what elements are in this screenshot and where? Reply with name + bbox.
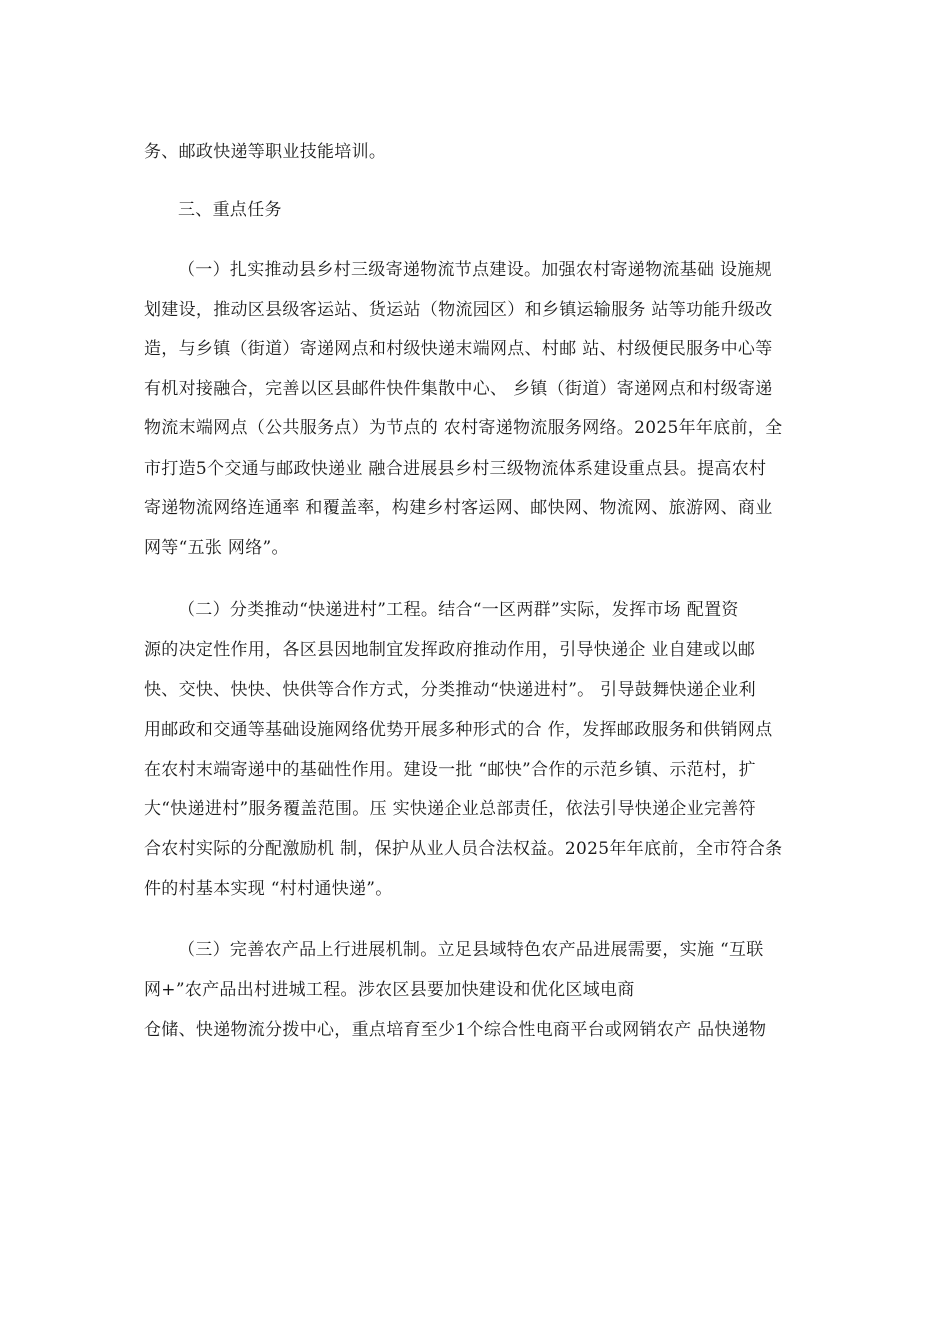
paragraph-3-line: （三）完善农产品上行进展机制。立足县域特色农产品进展需要，实施 “互联	[178, 940, 764, 960]
paragraph-2-line: 用邮政和交通等基础设施网络优势开展多种形式的合 作，发挥邮政服务和供销网点	[144, 720, 773, 740]
paragraph-2-line: 源的决定性作用，各区县因地制宜发挥政府推动作用，引导快递企 业自建或以邮	[144, 640, 756, 660]
paragraph-1-line: （一）扎实推动县乡村三级寄递物流节点建设。加强农村寄递物流基础 设施规	[178, 260, 772, 280]
paragraph-1-line: 物流末端网点（公共服务点）为节点的 农村寄递物流服务网络。2025年年底前，全	[144, 418, 783, 438]
text-line: 务、邮政快递等职业技能培训。	[144, 142, 387, 162]
paragraph-2-line: 大“快递进村”服务覆盖范围。压 实快递企业总部责任，依法引导快递企业完善符	[144, 799, 756, 819]
paragraph-3-line: 网+”农产品出村进城工程。涉农区县要加快建设和优化区域电商	[144, 980, 635, 1000]
paragraph-2-line: 在农村末端寄递中的基础性作用。建设一批 “邮快”合作的示范乡镇、示范村，扩	[144, 760, 756, 780]
paragraph-1-line: 划建设，推动区县级客运站、货运站（物流园区）和乡镇运输服务 站等功能升级改	[144, 300, 773, 320]
paragraph-1-line: 市打造5个交通与邮政快递业 融合进展县乡村三级物流体系建设重点县。提高农村	[144, 459, 767, 479]
paragraph-1-line: 造，与乡镇（街道）寄递网点和村级快递末端网点、村邮 站、村级便民服务中心等	[144, 339, 773, 359]
paragraph-1-line: 寄递物流网络连通率 和覆盖率，构建乡村客运网、邮快网、物流网、旅游网、商业	[144, 498, 773, 518]
paragraph-1-line: 有机对接融合，完善以区县邮件快件集散中心、 乡镇（街道）寄递网点和村级寄递	[144, 379, 773, 399]
paragraph-2-line: 合农村实际的分配激励机 制，保护从业人员合法权益。2025年年底前，全市符合条	[144, 839, 783, 859]
paragraph-1-line: 网等“五张 网络”。	[144, 538, 289, 558]
paragraph-2-line: 件的村基本实现 “村村通快递”。	[144, 879, 393, 899]
paragraph-2-line: （二）分类推动“快递进村”工程。结合“一区两群”实际，发挥市场 配置资	[178, 600, 739, 620]
section-heading: 三、重点任务	[178, 200, 282, 220]
paragraph-2-line: 快、交快、快快、快供等合作方式，分类推动“快递进村”。 引导鼓舞快递企业利	[144, 680, 756, 700]
paragraph-3-line: 仓储、快递物流分拨中心，重点培育至少1个综合性电商平台或网销农产 品快递物	[144, 1020, 767, 1040]
